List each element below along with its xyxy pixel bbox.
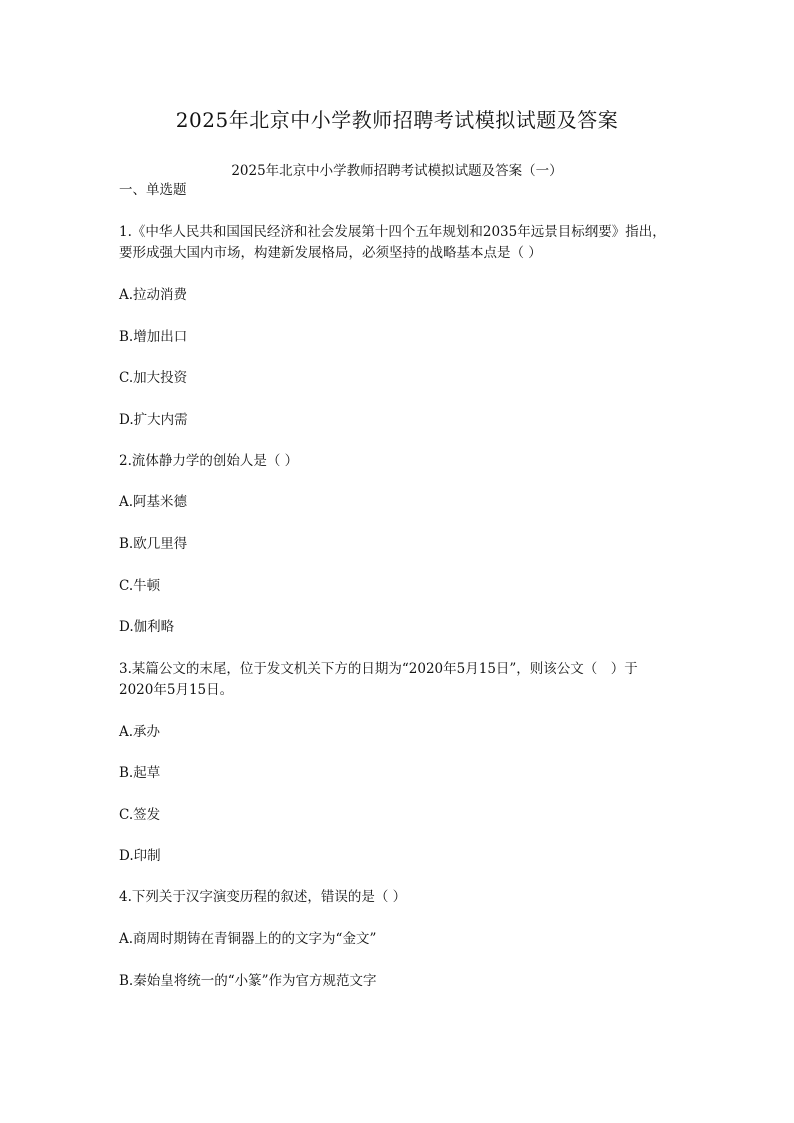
question-1-stem-line-1: 1.《中华人民共和国国民经济和社会发展第十四个五年规划和2035年远景目标纲要》指出，: [119, 224, 666, 240]
question-3-option-b: B.起草: [119, 765, 161, 781]
question-2-option-c: C.牛顿: [119, 578, 161, 594]
question-3-stem-line-1: 3.某篇公文的末尾，位于发文机关下方的日期为“2020年5月15日”，则该公文（ ）于: [119, 661, 638, 677]
question-3-option-d: D.印制: [119, 848, 161, 864]
question-3-option-c: C.签发: [119, 807, 161, 823]
question-4-stem: 4.下列关于汉字演变历程的叙述，错误的是（ ）: [119, 889, 407, 905]
question-1-option-b: B.增加出口: [119, 329, 188, 345]
question-3-option-a: A.承办: [119, 724, 161, 740]
question-2-option-a: A.阿基米德: [119, 494, 188, 510]
question-4-option-b: B.秦始皇将统一的“小篆”作为官方规范文字: [119, 973, 377, 989]
question-1-option-a: A.拉动消费: [119, 287, 188, 303]
question-2-option-b: B.欧几里得: [119, 536, 188, 552]
section-subtitle: 2025年北京中小学教师招聘考试模拟试题及答案（一）: [231, 163, 563, 179]
question-1-option-c: C.加大投资: [119, 370, 188, 386]
document-title: 2025年北京中小学教师招聘考试模拟试题及答案: [175, 108, 619, 132]
question-2-option-d: D.伽利略: [119, 619, 175, 635]
question-1-stem-line-2: 要形成强大国内市场，构建新发展格局，必须坚持的战略基本点是（ ）: [119, 245, 542, 261]
question-2-stem: 2.流体静力学的创始人是（ ）: [119, 453, 299, 469]
question-4-option-a: A.商周时期铸在青铜器上的的文字为“金文”: [119, 931, 377, 947]
question-3-stem-line-2: 2020年5月15日。: [119, 682, 234, 698]
section-heading: 一、单选题: [119, 182, 187, 198]
question-1-option-d: D.扩大内需: [119, 412, 188, 428]
